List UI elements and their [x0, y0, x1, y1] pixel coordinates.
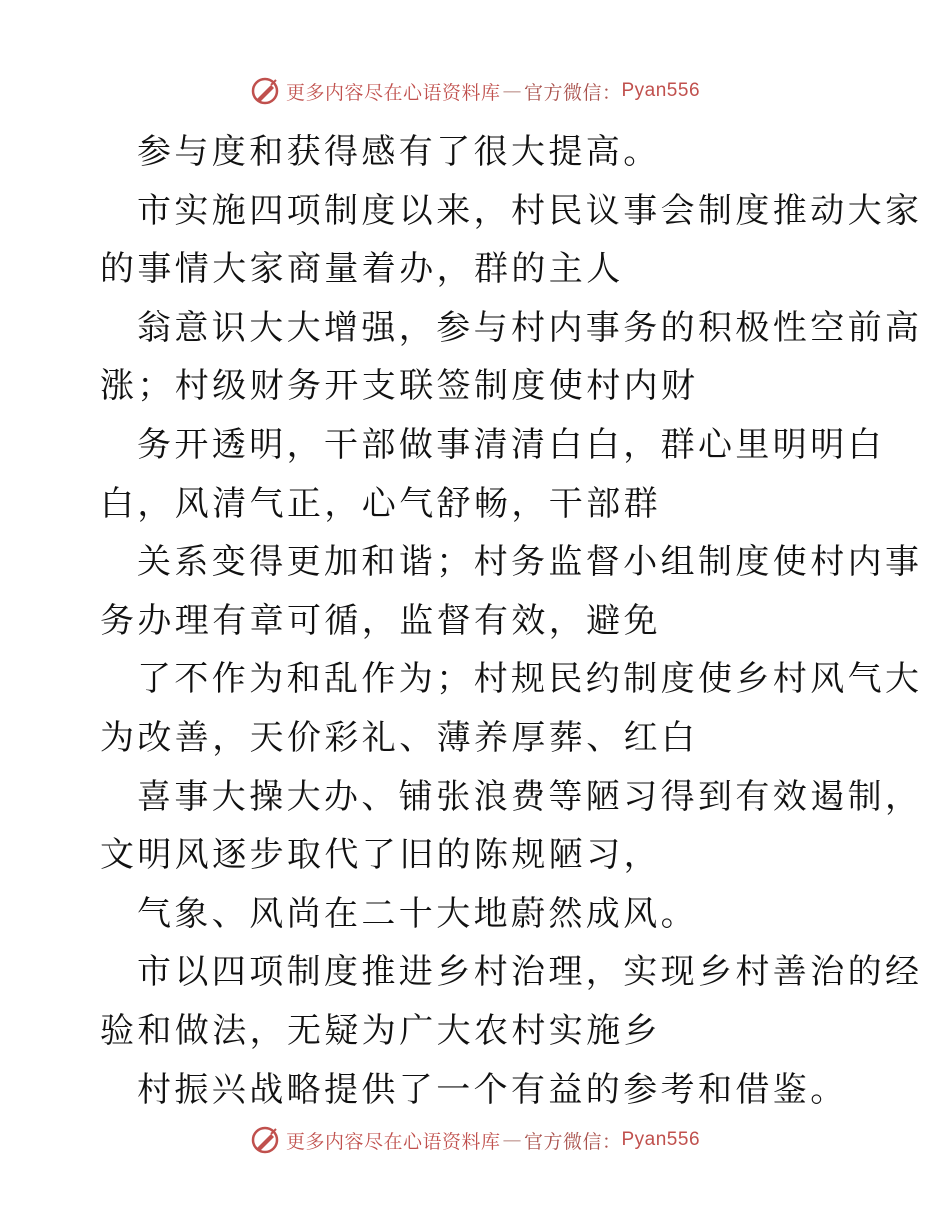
text-line: 市实施四项制度以来，村民议事会制度推动大家 [137, 190, 923, 231]
text-line: 涨；村级财务开支联签制度使村内财 [100, 366, 699, 407]
text-line: 的事情大家商量着办，群的主人 [100, 249, 624, 290]
watermark-wechat-id: Pyan556 [621, 80, 701, 101]
text-line: 白，风清气正，心气舒畅，干部群 [100, 483, 661, 524]
watermark-dash: — [502, 80, 522, 102]
watermark-dash: — [502, 1129, 522, 1151]
quill-pen-logo-icon [250, 1125, 280, 1155]
text-line: 翁意识大大增强，参与村内事务的积极性空前高 [137, 307, 923, 348]
header-watermark [0, 73, 950, 109]
text-line: 市以四项制度推进乡村治理，实现乡村善治的经 [137, 952, 923, 993]
text-line: 村振兴战略提供了一个有益的参考和借鉴。 [137, 1069, 848, 1110]
text-line: 了不作为和乱作为；村规民约制度使乡村风气大 [137, 659, 923, 700]
watermark-text: 更多内容尽在心语资料库 [285, 81, 501, 104]
watermark-official-label: 官方微信： [523, 1130, 622, 1153]
text-line: 参与度和获得感有了很大提高。 [137, 132, 661, 172]
watermark-text: 更多内容尽在心语资料库 [285, 1130, 501, 1153]
quill-pen-logo-icon [250, 76, 280, 106]
document-body [100, 123, 923, 1119]
watermark-official-label: 官方微信： [523, 81, 622, 104]
text-line: 验和做法，无疑为广大农村实施乡 [100, 1010, 661, 1051]
text-line: 文明风逐步取代了旧的陈规陋习， [100, 835, 661, 876]
text-line: 为改善，天价彩礼、薄养厚葬、红白 [100, 717, 699, 758]
text-line: 气象、风尚在二十大地蔚然成风。 [137, 893, 698, 934]
watermark-wechat-id: Pyan556 [621, 1129, 701, 1150]
footer-watermark [0, 1122, 950, 1158]
text-line: 务办理有章可循，监督有效，避免 [100, 600, 661, 641]
text-line: 喜事大操大办、铺张浪费等陋习得到有效遏制， [137, 776, 923, 817]
text-line: 务开透明，干部做事清清白白，群心里明明白 [137, 424, 885, 465]
text-line: 关系变得更加和谐；村务监督小组制度使村内事 [137, 542, 923, 583]
